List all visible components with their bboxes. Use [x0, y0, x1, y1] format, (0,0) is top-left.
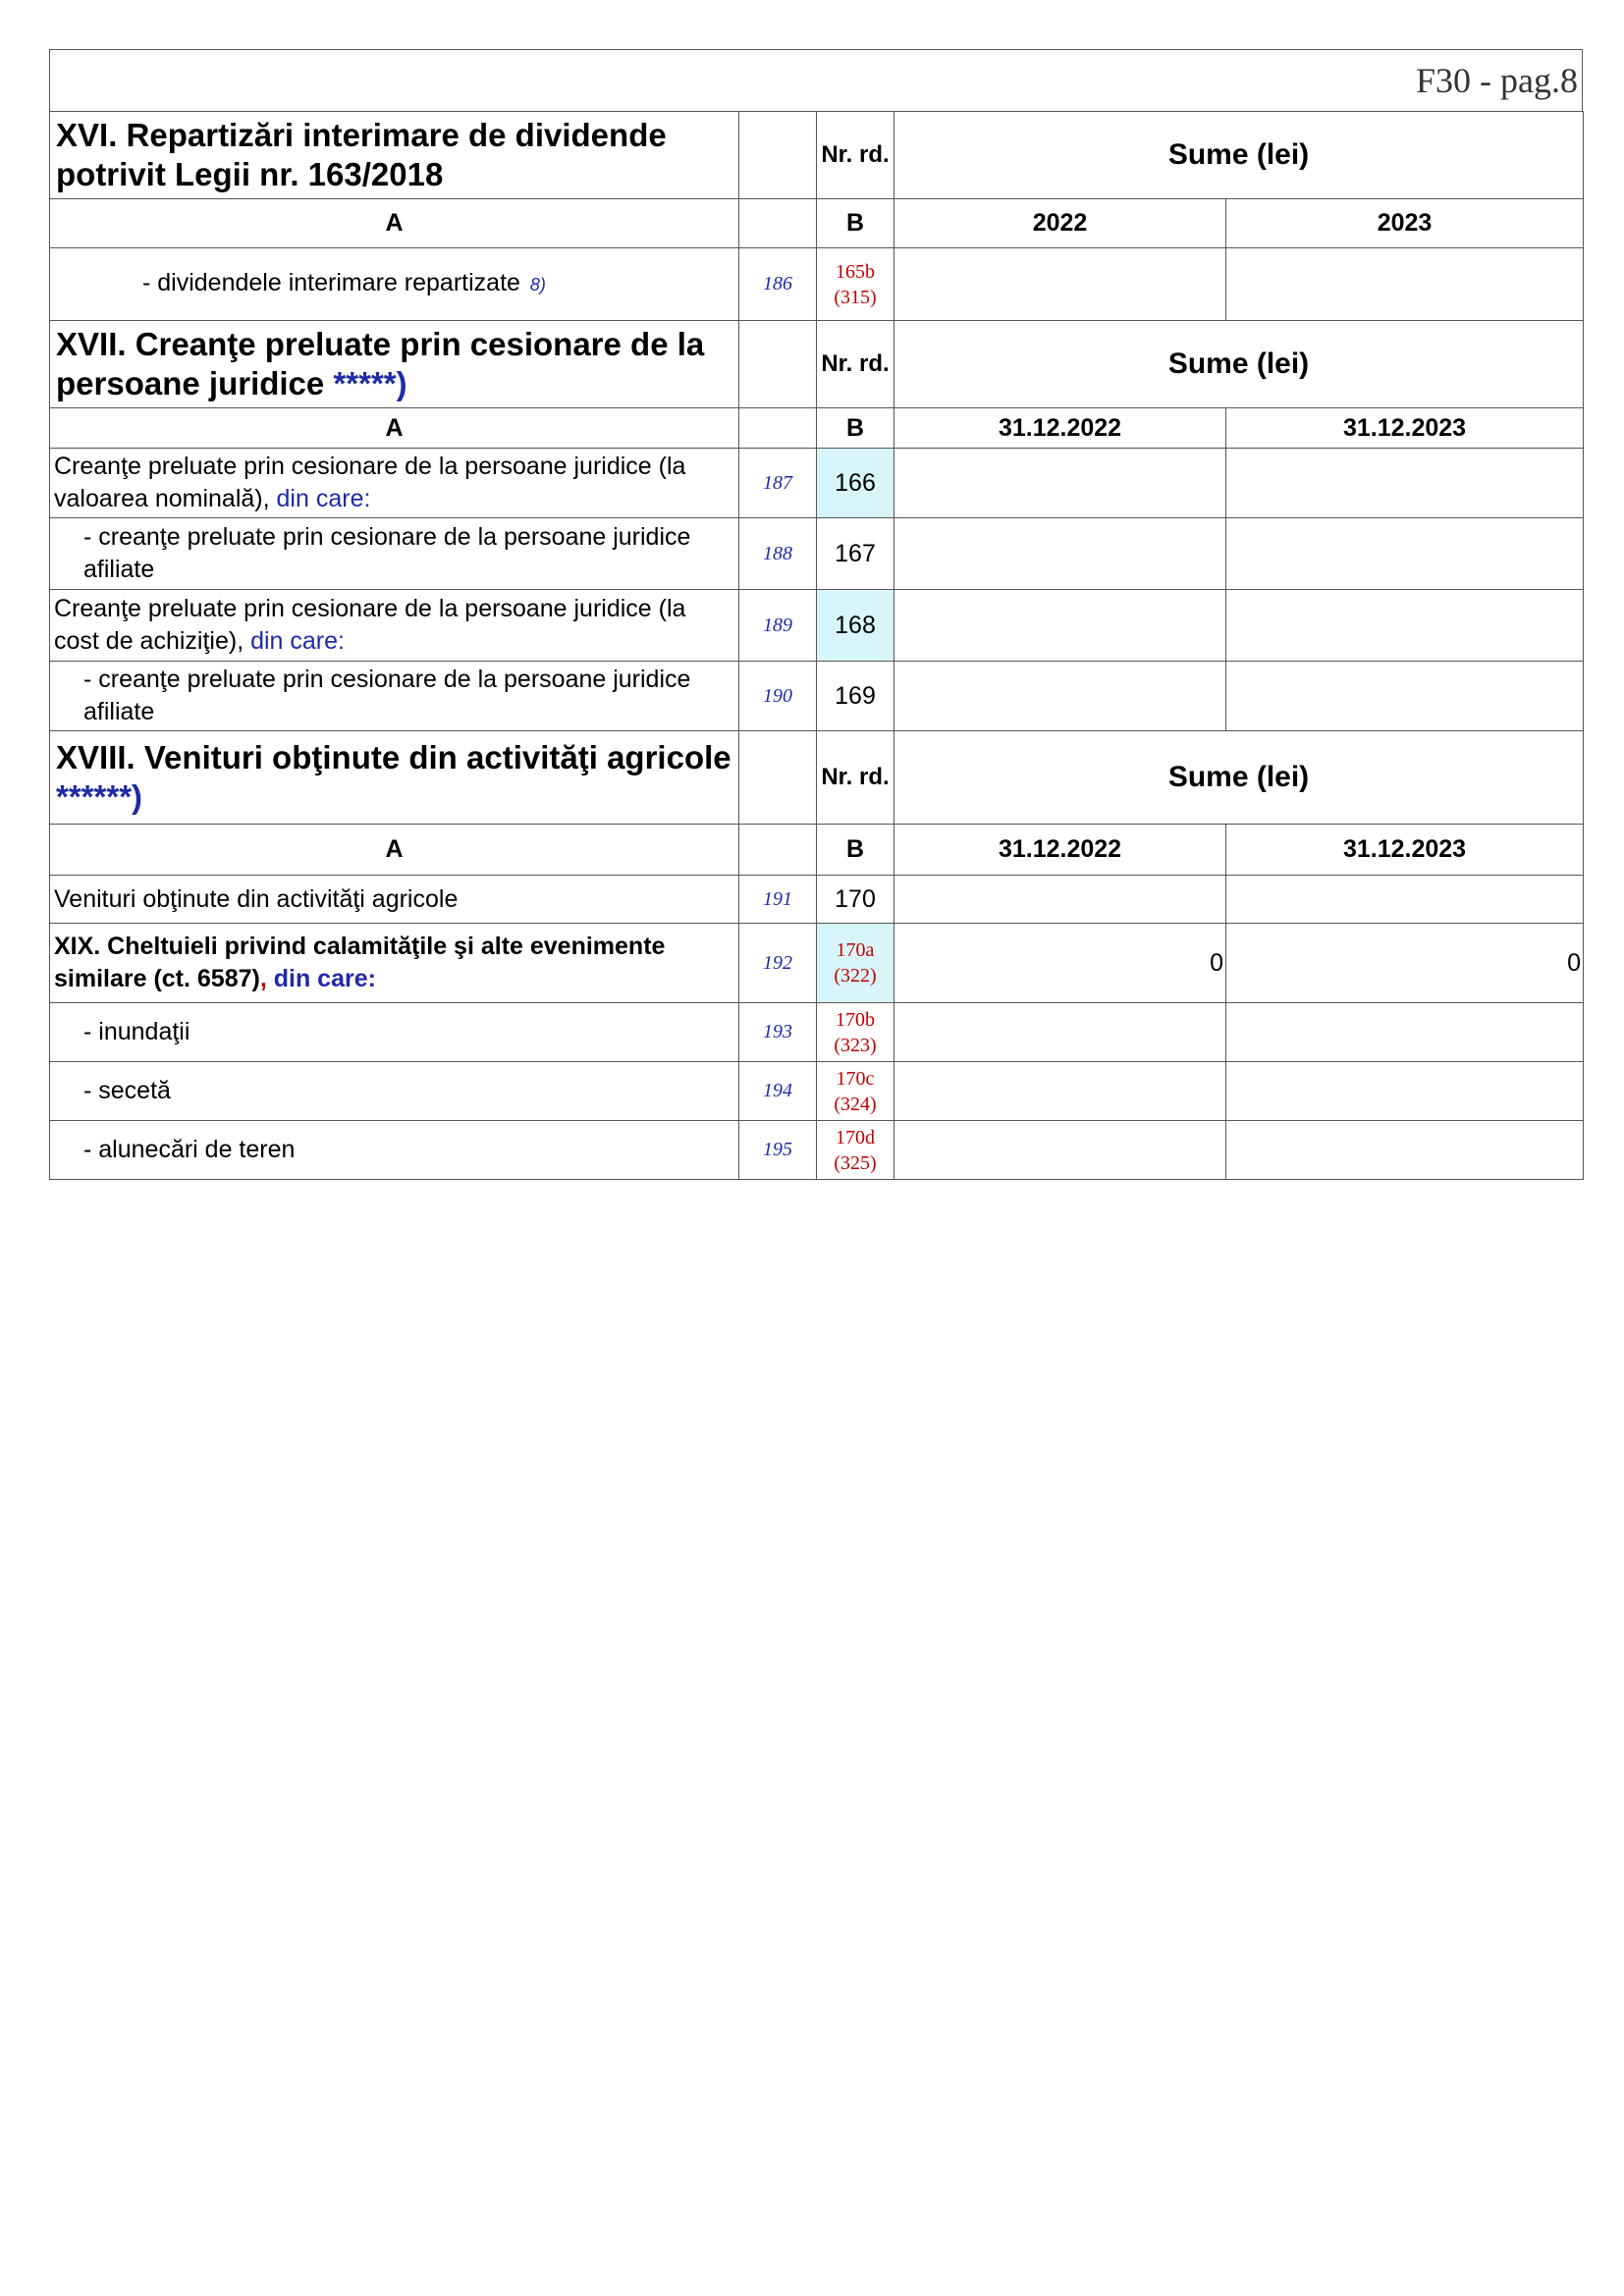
value-2022-input[interactable]	[894, 590, 1226, 662]
row-code: 170d (325)	[817, 1121, 894, 1180]
sume-header: Sume (lei)	[894, 731, 1584, 825]
row-index: 190	[739, 662, 817, 731]
section-xvi-title: XVI. Repartizări interimare de dividende potrivit Legii nr. 163/2018	[50, 112, 739, 199]
row-description: - secetă	[50, 1062, 739, 1121]
sume-header: Sume (lei)	[894, 112, 1584, 199]
row-index: 189	[739, 590, 817, 662]
col-date-1: 31.12.2022	[894, 825, 1226, 876]
value-2023-input[interactable]	[1226, 876, 1584, 924]
value-2022-input[interactable]	[894, 449, 1226, 518]
col-b-label: B	[817, 825, 894, 876]
table-row	[50, 590, 1584, 662]
row-code: 165b (315)	[817, 248, 894, 321]
col-a-label: A	[50, 825, 739, 876]
row-code: 170a (322)	[817, 924, 894, 1003]
row-description: Venituri obţinute din activităţi agricole	[50, 876, 739, 924]
row-description: - creanţe preluate prin cesionare de la persoane juridice afiliate	[50, 518, 739, 590]
value-2022-input[interactable]: 0	[894, 924, 1226, 1003]
col-b-label: B	[817, 199, 894, 248]
row-index: 195	[739, 1121, 817, 1180]
value-2023-input[interactable]	[1226, 248, 1584, 321]
col-date-2: 31.12.2023	[1226, 408, 1584, 449]
row-index: 186	[739, 248, 817, 321]
row-description: - creanţe preluate prin cesionare de la persoane juridice afiliate	[50, 662, 739, 731]
row-index: 188	[739, 518, 817, 590]
table-row	[50, 248, 1584, 321]
col-a-label: A	[50, 408, 739, 449]
row-code: 168	[817, 590, 894, 662]
value-2023-input[interactable]	[1226, 662, 1584, 731]
value-2022-input[interactable]	[894, 518, 1226, 590]
nr-rd-header: Nr. rd.	[817, 321, 894, 408]
row-code: 169	[817, 662, 894, 731]
column-header-row	[50, 199, 1584, 248]
row-index: 191	[739, 876, 817, 924]
section-xviii-header	[50, 731, 1584, 825]
value-2022-input[interactable]	[894, 1003, 1226, 1062]
table-row	[50, 449, 1584, 518]
col-year-1: 2022	[894, 199, 1226, 248]
section-xvii-header	[50, 321, 1584, 408]
table-row	[50, 518, 1584, 590]
form-sheet	[49, 49, 1583, 1180]
value-2023-input[interactable]	[1226, 449, 1584, 518]
col-date-1: 31.12.2022	[894, 408, 1226, 449]
row-code: 170	[817, 876, 894, 924]
col-a-label: A	[50, 199, 739, 248]
column-header-row	[50, 825, 1584, 876]
value-2022-input[interactable]	[894, 1121, 1226, 1180]
section-xvi-header	[50, 112, 1584, 199]
section-xvii-title: XVII. Creanţe preluate prin cesionare de la persoane juridice *****)	[50, 321, 739, 408]
value-2022-input[interactable]	[894, 662, 1226, 731]
table-row	[50, 1003, 1584, 1062]
sume-header: Sume (lei)	[894, 321, 1584, 408]
value-2023-input[interactable]: 0	[1226, 924, 1584, 1003]
table-row	[50, 1062, 1584, 1121]
footnote-ref: 8)	[529, 275, 546, 294]
table-row	[50, 1121, 1584, 1180]
value-2022-input[interactable]	[894, 248, 1226, 321]
value-2023-input[interactable]	[1226, 1121, 1584, 1180]
section-xix-row	[50, 924, 1584, 1003]
value-2022-input[interactable]	[894, 876, 1226, 924]
f30-table	[49, 111, 1584, 1180]
row-description: - inundaţii	[50, 1003, 739, 1062]
row-index: 193	[739, 1003, 817, 1062]
row-index: 187	[739, 449, 817, 518]
nr-rd-header: Nr. rd.	[817, 731, 894, 825]
row-index: 194	[739, 1062, 817, 1121]
row-description: - alunecări de teren	[50, 1121, 739, 1180]
row-description: - dividendele interimare repartizate 8)	[50, 248, 739, 321]
row-code: 170b (323)	[817, 1003, 894, 1062]
nr-rd-header: Nr. rd.	[817, 112, 894, 199]
value-2023-input[interactable]	[1226, 1062, 1584, 1121]
row-code: 170c (324)	[817, 1062, 894, 1121]
col-year-2: 2023	[1226, 199, 1584, 248]
table-row	[50, 876, 1584, 924]
value-2022-input[interactable]	[894, 1062, 1226, 1121]
column-header-row	[50, 408, 1584, 449]
page-label: F30 - pag.8	[1416, 61, 1578, 100]
col-b-label: B	[817, 408, 894, 449]
table-row	[50, 662, 1584, 731]
value-2023-input[interactable]	[1226, 1003, 1584, 1062]
row-code: 166	[817, 449, 894, 518]
row-index: 192	[739, 924, 817, 1003]
value-2023-input[interactable]	[1226, 518, 1584, 590]
col-date-2: 31.12.2023	[1226, 825, 1584, 876]
section-xviii-title: XVIII. Venituri obţinute din activităţi agricole ******)	[50, 731, 739, 825]
section-xix-title: XIX. Cheltuieli privind calamităţile şi alte evenimente similare (ct. 6587), din care:	[50, 924, 739, 1003]
page-header	[49, 49, 1583, 111]
row-code: 167	[817, 518, 894, 590]
row-description: Creanţe preluate prin cesionare de la persoane juridice (la valoarea nominală), din care:	[50, 449, 739, 518]
row-description: Creanţe preluate prin cesionare de la persoane juridice (la cost de achiziţie), din care:	[50, 590, 739, 662]
value-2023-input[interactable]	[1226, 590, 1584, 662]
